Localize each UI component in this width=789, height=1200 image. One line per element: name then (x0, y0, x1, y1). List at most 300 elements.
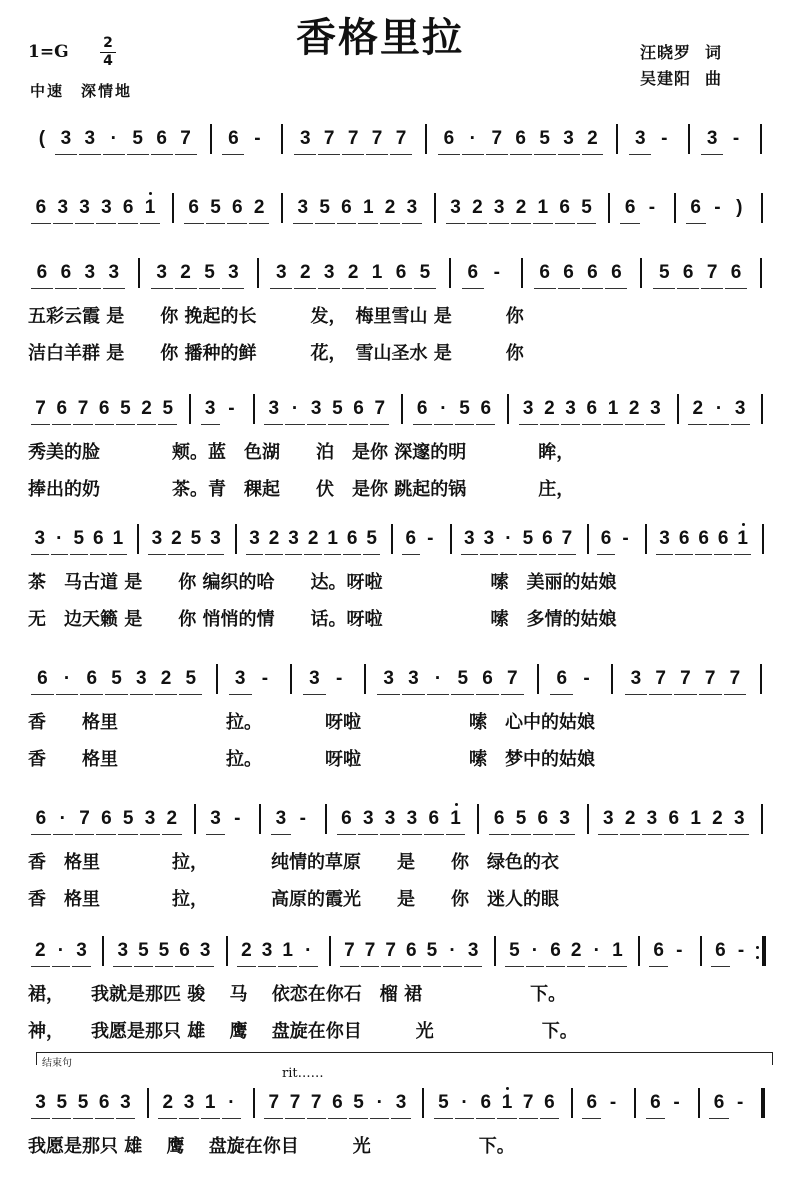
note: 6 (559, 197, 570, 218)
note: 3 (467, 940, 479, 961)
lyric-line-2: 无 边天籁 是 你 悄悄的情 话。呀啦 嗦 多情的姑娘 (28, 609, 617, 630)
note: 5 (366, 528, 377, 549)
note: 7 (77, 398, 89, 419)
note: 2 (35, 940, 46, 961)
note: 3 (408, 668, 419, 689)
note: 3 (268, 398, 280, 419)
beam-underline (158, 1118, 177, 1119)
note: 5 (332, 398, 343, 419)
beam-underline (31, 834, 51, 835)
dash-sustain: - (732, 128, 740, 149)
notes-line (0, 668, 789, 702)
beam-underline (646, 1118, 665, 1119)
beam-underline (699, 694, 722, 695)
note: 6 (122, 197, 134, 218)
note: 6 (405, 528, 417, 549)
beam-underline (229, 694, 252, 695)
note: 7 (385, 940, 396, 961)
beam-underline (342, 154, 364, 155)
beam-underline (534, 154, 556, 155)
beam-underline (582, 154, 604, 155)
dash-sustain: - (234, 808, 241, 829)
coda-label: 结束句 (42, 1058, 72, 1069)
note: 3 (483, 528, 495, 549)
beam-underline (402, 223, 422, 224)
note: 7 (655, 668, 666, 689)
note: 3 (603, 808, 614, 829)
dash-sustain: - (714, 197, 721, 218)
note: 2 (307, 528, 319, 549)
note: 3 (646, 808, 658, 829)
beam-underline (328, 424, 347, 425)
note: 6 (406, 940, 417, 961)
note: 7 (268, 1092, 280, 1113)
note: 6 (717, 528, 729, 549)
composer-role: 曲 (705, 69, 723, 88)
beam-underline (227, 223, 247, 224)
beam-underline (526, 966, 545, 967)
time-signature (100, 36, 116, 69)
beam-underline (137, 424, 156, 425)
note: 6 (232, 197, 243, 218)
beam-underline (116, 424, 135, 425)
beam-underline (337, 834, 357, 835)
beam-underline (424, 834, 444, 835)
composer-name: 吴建阳 (640, 69, 692, 88)
beam-underline (377, 694, 400, 695)
note: 3 (136, 668, 147, 689)
note: 5 (581, 197, 592, 218)
lyric-line-1: 香 格里 拉。 呀啦 嗦 心中的姑娘 (28, 712, 595, 733)
bar-line (226, 936, 228, 966)
beam-underline (31, 554, 49, 555)
note: 2 (515, 197, 527, 218)
note: 6 (611, 262, 622, 283)
beam-underline (206, 223, 226, 224)
beam-underline (455, 424, 474, 425)
note: 3 (323, 262, 335, 283)
bar-line (616, 124, 618, 154)
note: 7 (704, 668, 716, 689)
beam-underline (179, 694, 202, 695)
beam-underline (467, 223, 487, 224)
beam-underline (605, 288, 627, 289)
note: 7 (374, 398, 386, 419)
note: 3 (309, 668, 320, 689)
beam-underline (608, 966, 627, 967)
note: 3 (120, 1092, 131, 1113)
note: 3 (734, 398, 746, 419)
beam-underline (118, 834, 138, 835)
note: 6 (60, 262, 72, 283)
beam-underline (540, 1118, 559, 1119)
beam-underline (51, 554, 69, 555)
lyric-line-1: 茶 马古道 是 你 编织的哈 达。呀啦 嗦 美丽的姑娘 (28, 572, 617, 593)
note: 3 (275, 808, 287, 829)
dot-rhythm: · (449, 940, 456, 961)
dash-sustain: - (254, 128, 261, 149)
beam-underline (184, 223, 204, 224)
beam-underline (434, 1118, 453, 1119)
bar-line (760, 664, 762, 694)
beam-underline (558, 554, 576, 555)
note: 6 (35, 197, 47, 218)
beam-underline (598, 834, 618, 835)
beam-underline (476, 1118, 495, 1119)
beam-underline (299, 966, 318, 967)
lyric-line-2: 香 格里 拉， 高原的霞光 是 你 迷人的眼 (28, 889, 559, 910)
beam-underline (318, 288, 340, 289)
note: 3 (228, 262, 239, 283)
note: 3 (234, 668, 246, 689)
bar-line (634, 1088, 636, 1118)
notes-line (0, 808, 789, 842)
note: 6 (586, 398, 598, 419)
note: 3 (395, 1092, 407, 1113)
beam-underline (402, 694, 425, 695)
lyric-line-1: 我愿是那只 雄 鹰 盘旋在你目 光 下。 (28, 1136, 515, 1157)
note: 6 (550, 940, 561, 961)
lyric-line-1: 裙， 我就是那匹 骏 马 依恋在你石 榴 裙 下。 (28, 984, 567, 1005)
beam-underline (642, 834, 662, 835)
note: 7 (79, 808, 90, 829)
beam-underline (558, 288, 580, 289)
beam-underline (342, 288, 364, 289)
beam-underline (462, 154, 484, 155)
beam-underline (476, 424, 495, 425)
beam-underline (489, 223, 509, 224)
beam-underline (72, 966, 91, 967)
beam-underline (443, 966, 462, 967)
note: 3 (84, 128, 96, 149)
beam-underline (427, 694, 450, 695)
beam-underline (201, 1118, 220, 1119)
beam-underline (423, 966, 442, 967)
beam-underline (158, 424, 177, 425)
beam-underline (199, 288, 221, 289)
bar-line (137, 524, 139, 554)
dash-sustain: - (622, 528, 629, 549)
note: 3 (630, 668, 642, 689)
beam-underline (80, 694, 103, 695)
note: 3 (249, 528, 260, 549)
note: 2 (180, 262, 191, 283)
note: 6 (428, 808, 440, 829)
note: 3 (522, 398, 534, 419)
beam-underline (79, 288, 101, 289)
dash-sustain: - (299, 808, 306, 829)
note: 3 (297, 197, 309, 218)
dot-rhythm: · (715, 398, 723, 419)
bar-line (760, 258, 762, 288)
note: 3 (650, 398, 661, 419)
bar-line (259, 804, 261, 834)
beam-underline (519, 1118, 538, 1119)
note: 3 (706, 128, 718, 149)
note: 1 (607, 398, 619, 419)
notes-line (0, 940, 789, 974)
dot-rhythm: · (228, 1092, 235, 1113)
ritardando-marking: rit…… (282, 1066, 324, 1081)
note: 6 (650, 1092, 661, 1113)
beam-underline (567, 966, 586, 967)
beam-underline (340, 966, 359, 967)
note: 6 (600, 528, 612, 549)
note: 6 (624, 197, 636, 218)
beam-underline (95, 1118, 114, 1119)
note: 6 (544, 1092, 555, 1113)
note: 3 (464, 528, 475, 549)
note: 6 (353, 398, 364, 419)
note: 2 (171, 528, 182, 549)
beam-underline (264, 1118, 283, 1119)
note: 6 (156, 128, 167, 149)
beam-underline (113, 966, 132, 967)
bar-line (210, 124, 212, 154)
beam-underline (402, 966, 421, 967)
beam-underline (52, 966, 71, 967)
beam-underline (451, 694, 474, 695)
beam-underline (56, 694, 79, 695)
dash-sustain: - (493, 262, 500, 283)
bar-line (450, 524, 452, 554)
beam-underline (324, 554, 342, 555)
beam-underline (366, 288, 388, 289)
note: 5 (457, 668, 469, 689)
beam-underline (155, 966, 174, 967)
beam-underline (222, 288, 244, 289)
note: 6 (93, 528, 104, 549)
beam-underline (52, 1118, 71, 1119)
bar-line (391, 524, 393, 554)
bar-line (172, 193, 174, 223)
beam-underline (366, 154, 388, 155)
note: 5 (158, 940, 170, 961)
note: 6 (715, 940, 726, 961)
composer-credit (640, 66, 722, 89)
beam-underline (307, 424, 326, 425)
note: 7 (680, 668, 691, 689)
note: 6 (563, 262, 574, 283)
dash-sustain: - (228, 398, 235, 419)
beam-underline (175, 288, 197, 289)
note: 3 (406, 197, 418, 218)
lyricist-credit (640, 40, 722, 63)
beam-underline (519, 554, 537, 555)
bar-line (677, 394, 679, 424)
note: 1 (204, 1092, 216, 1113)
beam-underline (265, 554, 283, 555)
note: 6 (98, 1092, 110, 1113)
note: 2 (692, 398, 704, 419)
note: 5 (426, 940, 438, 961)
bar-line (640, 258, 642, 288)
bar-line (194, 804, 196, 834)
notes-line (0, 398, 789, 432)
note: 7 (35, 398, 46, 419)
note: 5 (162, 398, 174, 419)
beam-underline (201, 424, 220, 425)
beam-underline (206, 834, 226, 835)
note: 3 (210, 528, 221, 549)
note: 6 (690, 197, 701, 218)
note: 6 (395, 262, 407, 283)
beam-underline (709, 424, 728, 425)
beam-underline (497, 1118, 516, 1119)
note: 7 (289, 1092, 301, 1113)
lyric-line-1: 秀美的脸 颊。蓝 色湖 泊 是你 深邃的明 眸， (28, 442, 575, 463)
beam-underline (127, 154, 149, 155)
dot-rhythm: · (110, 128, 117, 149)
beam-underline (109, 554, 127, 555)
beam-underline (370, 1118, 389, 1119)
bar-line (325, 804, 327, 834)
note: ( (38, 128, 46, 149)
beam-underline (370, 424, 389, 425)
beam-underline (731, 424, 750, 425)
note: 6 (346, 528, 358, 549)
bar-line (521, 258, 523, 288)
note: 3 (156, 262, 167, 283)
bar-line (760, 124, 762, 154)
beam-underline (307, 1118, 326, 1119)
lyric-line-2: 香 格里 拉。 呀啦 嗦 梦中的姑娘 (28, 749, 595, 770)
note: 3 (635, 128, 646, 149)
beam-underline (724, 694, 747, 695)
note: 3 (144, 808, 156, 829)
beam-underline (446, 834, 466, 835)
dot-rhythm: · (531, 940, 539, 961)
note: 3 (34, 528, 46, 549)
bar-line (608, 193, 610, 223)
bar-line (762, 936, 766, 966)
bar-line (477, 804, 479, 834)
note: 3 (151, 528, 163, 549)
lyric-line-2: 洁白羊群 是 你 播种的鲜 花， 雪山圣水 是 你 (28, 343, 524, 364)
beam-underline (73, 1118, 92, 1119)
note: 2 (241, 940, 252, 961)
beam-underline (500, 554, 518, 555)
note: 3 (563, 128, 574, 149)
key-signature: 1=G (28, 42, 69, 62)
beam-underline (461, 554, 479, 555)
note: 6 (682, 262, 694, 283)
beam-underline (187, 554, 205, 555)
note: 6 (668, 808, 680, 829)
lyricist-name: 汪晓罗 (640, 43, 692, 62)
beam-underline (649, 694, 672, 695)
beam-underline (349, 424, 368, 425)
note: 3 (276, 262, 287, 283)
beam-underline (464, 966, 483, 967)
note: 6 (537, 808, 549, 829)
repeat-dot (756, 946, 759, 949)
note: 7 (561, 528, 573, 549)
beam-underline (168, 554, 186, 555)
beam-underline (620, 223, 640, 224)
note: 2 (160, 668, 172, 689)
note: 6 (332, 1092, 343, 1113)
note: 1 (537, 197, 549, 218)
beam-underline (134, 966, 153, 967)
note: 3 (204, 398, 216, 419)
beam-underline (390, 288, 412, 289)
bar-line (761, 804, 763, 834)
beam-underline (653, 288, 675, 289)
note: 3 (35, 1092, 46, 1113)
note: 6 (188, 197, 199, 218)
note: 6 (416, 398, 428, 419)
bar-line (189, 394, 191, 424)
beam-underline (55, 154, 77, 155)
beam-underline (561, 424, 580, 425)
beam-underline (534, 288, 556, 289)
beam-underline (31, 223, 51, 224)
note: 3 (450, 197, 461, 218)
note: 6 (482, 668, 493, 689)
notes-line (0, 197, 789, 231)
beam-underline (270, 288, 292, 289)
note: 2 (253, 197, 265, 218)
note: 2 (162, 1092, 174, 1113)
bar-line (216, 664, 218, 694)
beam-underline (734, 554, 752, 555)
note: 3 (108, 262, 120, 283)
bar-line (253, 394, 255, 424)
lyric-line-2: 神， 我愿是那只 雄 鹰 盘旋在你目 光 下。 (28, 1021, 578, 1042)
lyric-line-2: 捧出的奶 茶。青 稞起 伏 是你 跳起的锅 庄， (28, 479, 575, 500)
beam-underline (540, 424, 559, 425)
note: 6 (587, 262, 598, 283)
note: 2 (166, 808, 178, 829)
beam-underline (96, 834, 116, 835)
note: 3 (183, 1092, 195, 1113)
beam-underline (649, 966, 668, 967)
note: 2 (141, 398, 152, 419)
bar-line (494, 936, 496, 966)
note: 3 (101, 197, 112, 218)
beam-underline (505, 966, 524, 967)
beam-underline (31, 424, 50, 425)
note: 5 (111, 668, 122, 689)
dash-sustain: - (648, 197, 656, 218)
dot-rhythm: · (376, 1092, 383, 1113)
beam-underline (179, 1118, 198, 1119)
dot-rhythm: · (56, 528, 63, 549)
bar-line (688, 124, 690, 154)
note: 6 (698, 528, 709, 549)
note: 5 (509, 940, 520, 961)
dot-rhythm: · (461, 1092, 468, 1113)
beam-underline (603, 424, 622, 425)
beam-underline (629, 154, 651, 155)
note: 5 (658, 262, 670, 283)
dash-sustain: - (583, 668, 590, 689)
beam-underline (53, 223, 73, 224)
beam-underline (130, 694, 153, 695)
dot-rhythm: · (505, 528, 512, 549)
note: 3 (383, 668, 394, 689)
note: 6 (515, 128, 526, 149)
dot-rhythm: · (57, 940, 65, 961)
dash-sustain: - (335, 668, 343, 689)
beam-underline (258, 966, 277, 967)
beam-underline (318, 154, 340, 155)
beam-underline (480, 554, 498, 555)
beam-underline (73, 424, 92, 425)
dash-sustain: - (609, 1092, 617, 1113)
bar-line (674, 193, 676, 223)
